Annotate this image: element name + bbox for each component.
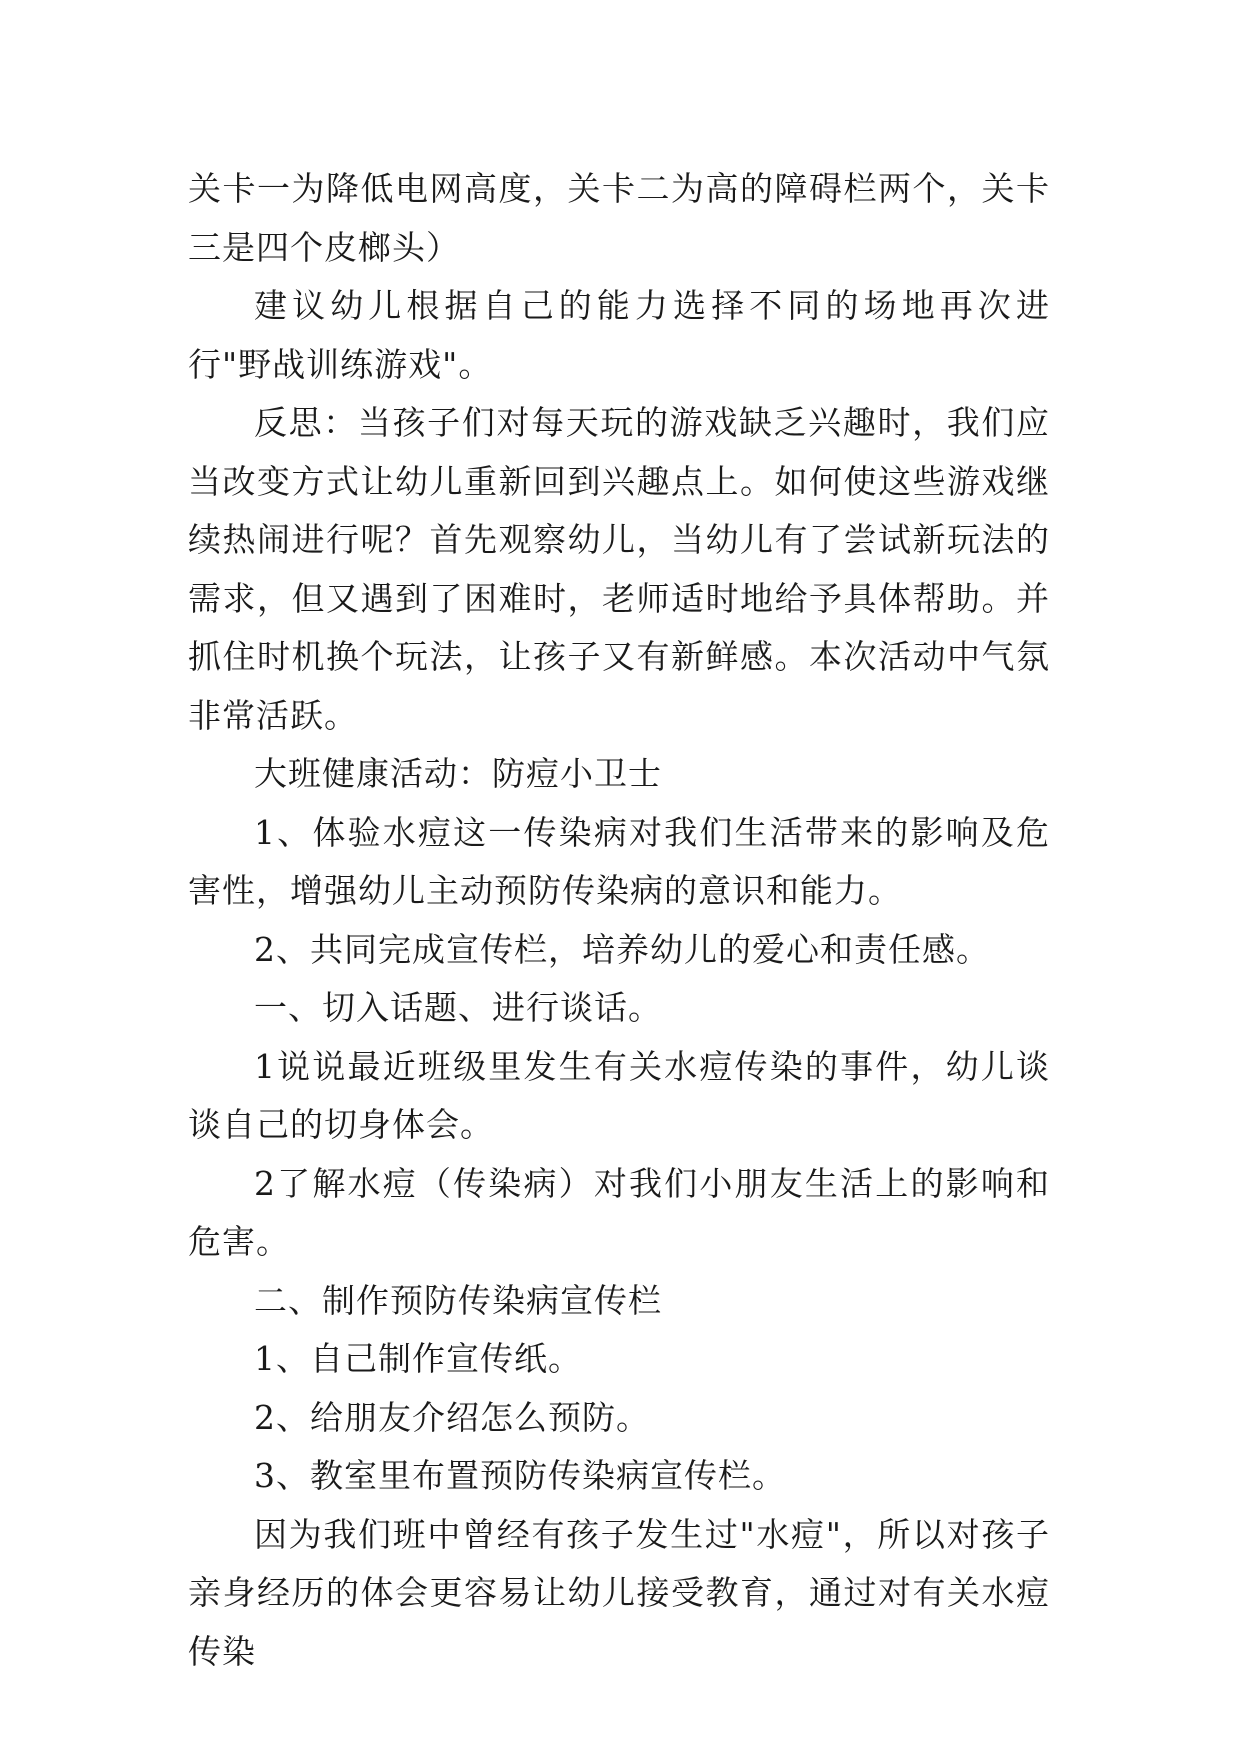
- paragraph-reflection: 反思：当孩子们对每天玩的游戏缺乏兴趣时，我们应当改变方式让幼儿重新回到兴趣点上。如何使这些游戏继续热闹进行呢？首先观察幼儿，当幼儿有了尝试新玩法的需求，但又遇到了困难时，老师适时地给予具体帮助。并抓住时机换个玩法，让孩子又有新鲜感。本次活动中气氛非常活跃。: [188, 403, 1050, 735]
- section-heading-health-activity: 大班健康活动：防痘小卫士: [254, 754, 662, 793]
- document-body: [188, 160, 1050, 1681]
- step-heading-2: 二、制作预防传染病宣传栏: [254, 1280, 662, 1320]
- step-1-item-1: 1说说最近班级里发生有关水痘传染的事件，幼儿谈谈自己的切身体会。: [188, 1046, 1050, 1144]
- goal-item-1: 1、体验水痘这一传染病对我们生活带来的影响及危害性，增强幼儿主动预防传染病的意识和能力。: [188, 812, 1050, 910]
- step-1-item-2: 2了解水痘（传染病）对我们小朋友生活上的影响和危害。: [188, 1163, 1050, 1261]
- step-2-item-3: 3、教室里布置预防传染病宣传栏。: [254, 1456, 786, 1495]
- paragraph-suggestion: 建议幼儿根据自己的能力选择不同的场地再次进行"野战训练游戏"。: [188, 286, 1050, 384]
- goal-item-2: 2、共同完成宣传栏，培养幼儿的爱心和责任感。: [254, 929, 990, 969]
- step-2-item-2: 2、给朋友介绍怎么预防。: [254, 1397, 650, 1437]
- paragraph-closing: 因为我们班中曾经有孩子发生过"水痘"，所以对孩子亲身经历的体会更容易让幼儿接受教育，通过对有关水痘传染: [188, 1514, 1050, 1671]
- step-2-item-1: 1、自己制作宣传纸。: [254, 1339, 582, 1378]
- step-heading-1: 一、切入话题、进行谈话。: [254, 988, 662, 1027]
- paragraph-level-obstacles: 关卡一为降低电网高度，关卡二为高的障碍栏两个，关卡三是四个皮榔头）: [188, 169, 1050, 267]
